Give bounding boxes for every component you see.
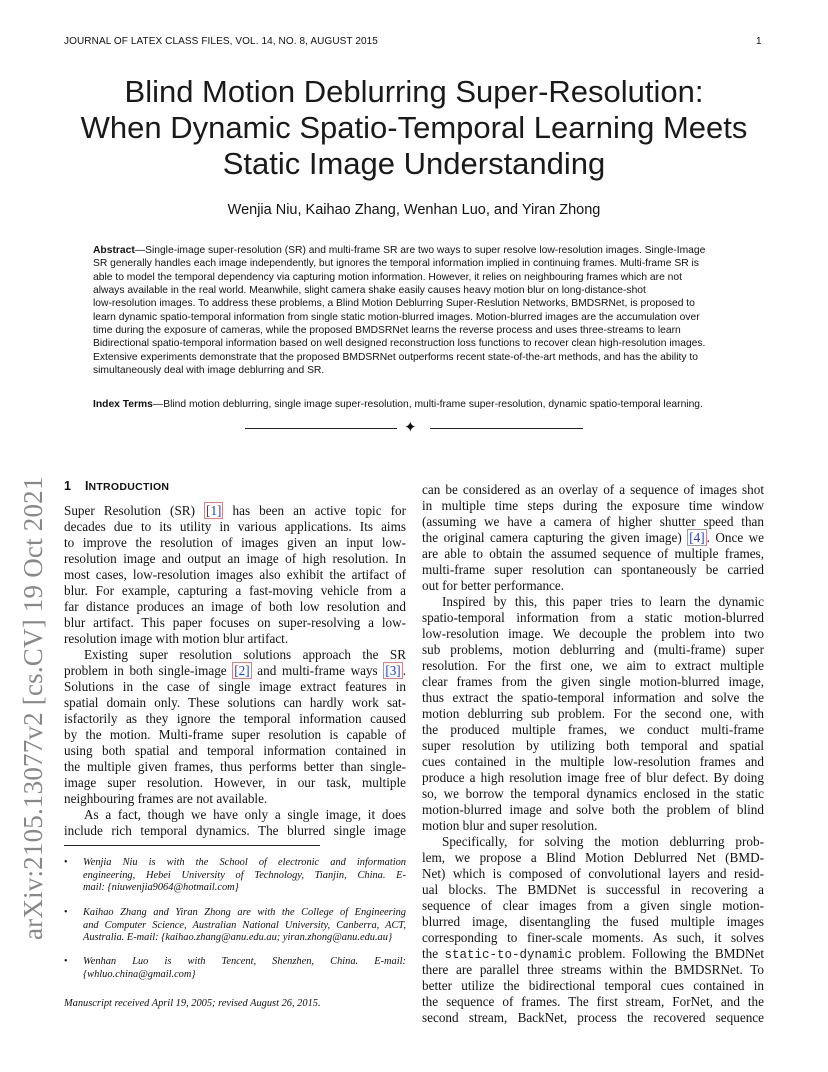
body-line: in multiple time steps during the exposure time window [422, 498, 764, 513]
body-line: by the motion. Multi-frame super resolution is capable of [64, 727, 406, 742]
footnote-line: Australia. E-mail: {kaihao.zhang@anu.edu.au; yiran.zhong@anu.edu.au} [83, 932, 393, 944]
footnote [64, 857, 406, 895]
footnote-line: and Computer Science, Australian National University, Canberra, ACT, [83, 919, 406, 931]
citation-link[interactable]: [1] [206, 503, 222, 518]
body-line: the static-to-dynamic problem. Following the BMDNet [422, 946, 764, 962]
page-number: 1 [756, 36, 762, 47]
body-line: motion-blurred image and solve both the problem of blind [422, 802, 764, 817]
body-line: resolution image with motion blur artifact. [64, 631, 289, 646]
running-header: JOURNAL OF LATEX CLASS FILES, VOL. 14, NO. 8, AUGUST 2015 [64, 36, 378, 47]
body-line: problem in both single-image [2] and multi-frame ways [3] . [64, 663, 406, 678]
bullet-icon: • [64, 857, 68, 868]
title-line: When Dynamic Spatio-Temporal Learning Meets [80, 110, 748, 145]
citation-link[interactable]: [3] [385, 663, 401, 678]
abstract-line: Abstract—Single-image super-resolution (SR) and multi-frame SR are two ways to super resolve low-resolution images. Single-Image [93, 245, 706, 256]
body-line: clear frames from the given single motion-blurred image, [422, 674, 764, 689]
footnote [64, 956, 406, 981]
body-line: blur. For example, capturing a fast-moving vehicle from a [64, 583, 406, 598]
body-line: are able to obtain the assumed sequence of multiple frames, [422, 546, 764, 561]
body-line: Net) which is composed of convolutional layers and resid- [422, 866, 764, 881]
index-terms-text: —Blind motion deblurring, single image super-resolution, multi-frame super-resolution, dynamic spatio-temporal learning. [152, 399, 703, 410]
body-line: most cases, low-resolution images also exhibit the artifact of [64, 567, 406, 582]
bullet-icon: • [64, 956, 68, 967]
body-line: produce a high resolution image free of blur defect. By doing [422, 770, 764, 785]
body-line: isfactorily as they ignore the temporal information caused [64, 711, 406, 726]
body-line: low-resolution image. We decouple the problem into two [422, 626, 764, 641]
body-line: cues contained in the multiple low-resolution frames and [422, 754, 764, 769]
footnote-rule [64, 845, 320, 846]
body-line: include rich temporal dynamics. The blurred single image [64, 823, 406, 838]
footnote-text [83, 907, 406, 945]
body-line: Inspired by this, this paper tries to learn the dynamic [442, 594, 764, 609]
body-line: resolution image and output an image of high resolution. In [64, 551, 406, 566]
body-line: blurred image, disentangling the fused multiple images [422, 914, 764, 929]
abstract-line: Bidirectional spatio-temporal information based on well designed reconstruction loss functions to recover clean high-resolution images. [93, 338, 706, 350]
body-line: sub problems, motion deblurring and (multi-frame) super [422, 642, 764, 657]
body-line: the multiple given frames, thus performs better than single- [64, 759, 406, 774]
abstract-line: SR generally handles each image independently, but ignores the temporal information implied in continuing frames. Multi-frame SR is [93, 258, 699, 270]
body-line: motion blur and super resolution. [422, 818, 598, 833]
body-line: can be considered as an overlay of a sequence of images shot [422, 482, 764, 497]
abstract-line: time during the exposure of cameras, while the proposed BMDSRNet learns the reverse process and uses three-streams to learn [93, 325, 681, 337]
body-line: corresponding to finer-scale moments. As such, it solves [422, 930, 764, 945]
footnote-line: {whluo.china@gmail.com} [83, 968, 196, 980]
body-line: the produced multiple frames, we conduct multi-frame [422, 722, 764, 737]
abstract-line: learn dynamic spatio-temporal information from single static motion-blurred images. Motion-blurred images are the accumulation over [93, 311, 700, 323]
bullet-icon: • [64, 907, 68, 918]
section-title-initial: I [84, 479, 89, 493]
body-line: second stream, BackNet, process the recovered sequence [422, 1010, 764, 1025]
footnote-line: Kaihao Zhang and Yiran Zhong are with the College of Engineering [83, 907, 406, 918]
body-line: spatial domain only. These solutions can hardly work sat- [64, 695, 406, 710]
body-line: the sequence of frames. The first stream, ForNet, and the [422, 994, 764, 1009]
body-line: thus extract the spatio-temporal information and solve the [422, 690, 764, 705]
abstract-line: simultaneously deal with image deblurring and SR. [93, 365, 325, 377]
body-line: the original camera capturing the given image) [4] . Once we [422, 530, 765, 545]
body-line: Solutions in the case of single image extract features in [64, 679, 406, 694]
body-line: to improve the resolution of images given an input low- [64, 535, 406, 550]
abstract [93, 244, 738, 377]
body-line: better utilize the bidirectional temporal cues contained in [422, 978, 764, 993]
paper-title [40, 74, 788, 182]
body-line: motion deblurring sub problem. For the second one, with [422, 706, 764, 721]
body-line: lem, we propose a Blind Motion Deblurred Net (BMD- [422, 850, 764, 865]
divider-rule-right [430, 428, 583, 429]
abstract-label: Abstract [93, 245, 135, 256]
body-line: so, we borrow the temporal dynamics enclosed in the static [422, 786, 764, 801]
index-terms-label: Index Terms [93, 399, 153, 410]
body-line: As a fact, though we have only a single image, it does [84, 807, 406, 822]
manuscript-note: Manuscript received April 19, 2005; revised August 26, 2015. [64, 998, 321, 1009]
body-line: ual blocks. The BMDNet is successful in recovering a [422, 882, 764, 897]
divider-rule-left [245, 428, 397, 429]
body-line: super resolution by utilizing both temporal and spatial [422, 738, 764, 753]
body-line: Specifically, for solving the motion deblurring prob- [442, 834, 764, 849]
footnote-text [83, 956, 406, 981]
body-line: resolution. For the first one, we aim to extract multiple [422, 658, 764, 673]
code-term: static-to-dynamic [444, 948, 572, 962]
body-line: there are parallel three streams within the BMDSRNet. To [422, 962, 764, 977]
body-line: image super resolution. However, in our task, multiple [64, 775, 406, 790]
footnote-line: mail: {niuwenjia9064@hotmail.com} [83, 882, 239, 894]
body-line: spatio-temporal information from a static motion-blurred [422, 610, 764, 625]
title-line: Blind Motion Deblurring Super-Resolution: [124, 74, 704, 109]
footnote-line: engineering, Hebei University of Technology, Tianjin, China. E- [83, 869, 406, 881]
abstract-line: able to model the temporal dependency via capturing motion information. However, it relies on neighbouring frames which are not [93, 271, 682, 283]
abstract-line: low-resolution images. To address these problems, a Blind Motion Deblurring Super-Reslution Networks, BMDSRNet, is proposed to [93, 298, 695, 310]
footnote-text [83, 857, 406, 895]
body-line: multi-frame super resolution can spontaneously be carried [422, 562, 764, 577]
body-line: neighbouring frames are not available. [64, 791, 268, 806]
citation-link[interactable]: [4] [689, 530, 705, 545]
body-line: Existing super resolution solutions approach the SR [84, 647, 406, 662]
body-line: far distance produces an image of both low resolution and [64, 599, 406, 614]
arxiv-identifier: arXiv:2105.13077v2 [cs.CV] 19 Oct 2021 [18, 476, 48, 940]
body-line: decades due to its utility in various applications. Its aims [64, 519, 406, 534]
author-list: Wenjia Niu, Kaihao Zhang, Wenhan Luo, and Yiran Zhong [227, 202, 601, 218]
body-line: blur artifact. This paper focuses on super-resolving a low- [64, 615, 406, 630]
divider-star-icon: ✦ [404, 418, 417, 436]
section-title-rest: NTRODUCTION [88, 481, 170, 493]
body-line: (assuming we have a camera of higher shutter speed than [422, 514, 764, 529]
body-line: Super Resolution (SR) [1] has been an active topic for [64, 503, 407, 518]
title-line: Static Image Understanding [222, 146, 606, 181]
section-number: 1 [64, 479, 71, 493]
right-column [422, 482, 764, 1026]
body-line: sequence of clear images from a given single motion- [422, 898, 764, 913]
left-column [64, 503, 406, 839]
section-heading [64, 479, 169, 493]
footnote-line: Wenjia Niu is with the School of electronic and information [83, 857, 406, 868]
body-line: using both spatial and temporal information contained in [64, 743, 406, 758]
citation-link[interactable]: [2] [234, 663, 250, 678]
body-line: out for better performance. [422, 578, 565, 593]
index-terms [93, 399, 753, 410]
abstract-line: Extensive experiments demonstrate that the proposed BMDSRNet outperforms recent state-of-the-art methods, and has the ability to [93, 351, 698, 363]
abstract-line: always available in the real world. Meanwhile, slight camera shake easily causes heavy motion blur on long-distance-shot [93, 285, 646, 297]
footnote-line: Wenhan Luo is with Tencent, Shenzhen, China. E-mail: [83, 956, 406, 967]
footnote [64, 907, 406, 945]
